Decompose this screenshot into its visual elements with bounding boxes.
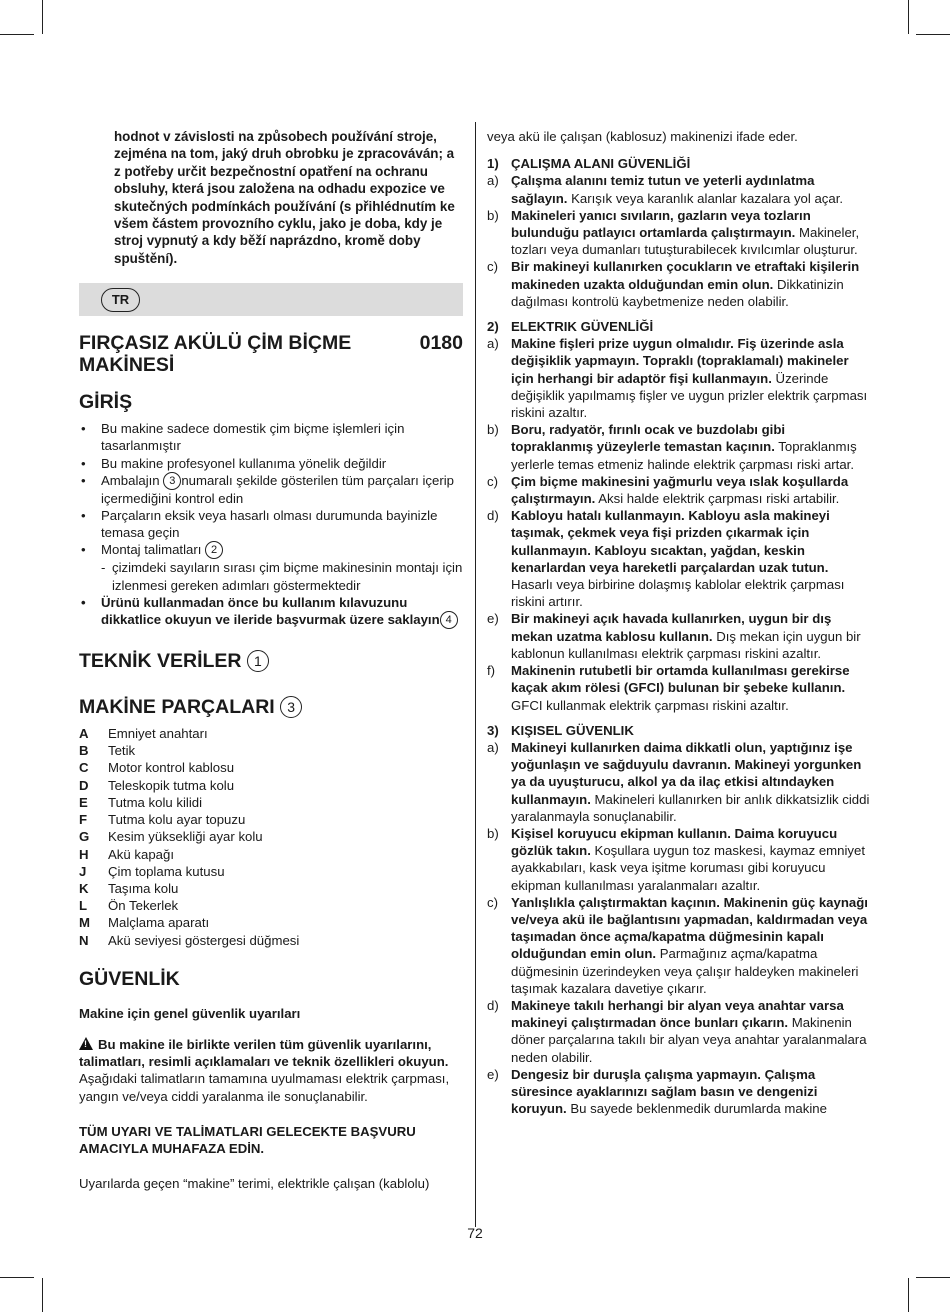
sub-item-text: çizimdeki sayıların sırası çim biçme makinesinin montajı için izlenmesi gereken adımları göstermektedir xyxy=(112,560,463,593)
item-text: Ambalajın xyxy=(101,472,164,488)
part-name: Tetik xyxy=(108,743,136,759)
czech-paragraph: hodnot v závislosti na způsobech používání stroje, zejména na tom, jaký druh obrobku je zpracováván; a z potřeby určit bezpečnostní opatření na ochranu obsluhy, která jsou založena na odhadu expozice ve skutečných podmínkách používání (s přihlédnutím ke všem částem provozního cyklu, jako je doba, kdy je stroj vypnutý a kdy běží naprázdno, kromě doby spuštění). xyxy=(114,129,455,266)
item-letter: c) xyxy=(487,473,498,489)
section-heading xyxy=(487,318,870,335)
parts-list xyxy=(79,725,463,949)
warning-paragraph xyxy=(79,1036,463,1105)
warning-text: Aşağıdaki talimatların tamamına uyulmaması elektrik çarpması, yangın ve/veya ciddi yaralanma ile sonuçlanabilir. xyxy=(79,1071,450,1104)
item-letter: c) xyxy=(487,259,498,275)
sub-item: - çizimdeki sayıların sırası çim biçme makinesinin montajı için izlenmesi gereken adımları göstermektedir xyxy=(101,560,463,593)
part-letter: A xyxy=(79,726,89,742)
safety-item xyxy=(487,894,870,997)
item-bold-text: Bir makineyi kullanırken çocukların ve etraftaki kişilerin makineden uzakta olduğundan emin olun. xyxy=(511,259,860,292)
item-letter: b) xyxy=(487,825,499,841)
safety-item xyxy=(487,662,870,714)
item-body xyxy=(511,894,870,997)
document-title xyxy=(79,332,463,376)
item-body xyxy=(511,473,870,507)
list-item xyxy=(79,541,463,593)
part-letter: F xyxy=(79,812,88,828)
item-body xyxy=(511,507,870,610)
part-letter: B xyxy=(79,743,89,759)
safety-item xyxy=(487,421,870,473)
language-bar xyxy=(79,283,463,316)
item-text: Ürünü kullanmadan önce bu kullanım kılavuzunu dikkatlice okuyun ve ileride başvurmak üzere saklayın xyxy=(101,594,440,628)
item-body xyxy=(511,662,870,714)
item-text: Dış mekan için uygun bir kablonun kullanılması elektrik çarpması riskini azaltır. xyxy=(511,628,861,661)
term-paragraph: Uyarılarda geçen “makine” terimi, elektrikle çalışan (kablolu) xyxy=(79,1176,430,1192)
language-badge: TR xyxy=(101,288,140,312)
item-bold-text: Kabloyu hatalı kullanmayın. Kabloyu asla makineyi taşımak, çekmek veya fişi prizden çıkarmak için kullanmayın. Kabloyu sıcaktan, yağdan, keskin kenarlardan veya hareketli parçalardan uzak tutun. xyxy=(511,508,830,575)
safety-heading: GÜVENLİK xyxy=(79,967,180,990)
page-number: 72 xyxy=(467,1225,483,1241)
part-name: Akü kapağı xyxy=(108,846,174,862)
item-letter: b) xyxy=(487,207,499,223)
item-letter: a) xyxy=(487,173,499,189)
part-name: Tutma kolu kilidi xyxy=(108,794,203,810)
item-bold-text: Bir makineyi açık havada kullanırken, uygun bir dış mekan uzatma kablosu kullanın. xyxy=(511,611,832,644)
item-body xyxy=(511,207,870,259)
safety-subheading: Makine için genel güvenlik uyarıları xyxy=(79,1005,301,1021)
crop-mark xyxy=(42,0,43,34)
item-text: Koşullara uygun toz maskesi, kaymaz emniyet ayakkabıları, kask veya işitme koruması gibi koruyucu ekipman kullanılması yaralanmaları azaltır. xyxy=(511,843,865,893)
safety-item xyxy=(487,825,870,894)
item-bold-text: Makine fişleri prize uygun olmalıdır. Fiş üzerinde asla değişiklik yapmayın. Topraklı (topraklamalı) makineler için herhangi bir adaptör fişi kullanmayın. xyxy=(511,336,849,386)
item-text: Makinenin döner parçalarına takılı bir alyan veya anahtar yaralanmalara neden olabilir. xyxy=(511,1015,867,1065)
item-text: GFCI kullanmak elektrik çarpması riskini azaltır. xyxy=(511,697,789,713)
part-letter: E xyxy=(79,794,88,810)
part-letter: L xyxy=(79,898,88,914)
item-bold-text: Makinenin rutubetli bir ortamda kullanılması gerekirse kaçak akım rölesi (GFCI) bulunan bir şebeke kullanın. xyxy=(511,663,850,696)
section-title: KIŞISEL GÜVENLIK xyxy=(511,722,634,738)
title-text: FIRÇASIZ AKÜLÜ ÇİM BİÇME MAKİNESİ xyxy=(79,332,352,377)
item-text: Parmağınız açma/kapatma düğmesinin üzerindeyken veya çalışır haldeyken makineleri taşımak kazalara davetiye çıkarır. xyxy=(511,946,859,996)
item-bold-text: Çim biçme makinesini yağmurlu veya ıslak koşullarda çalıştırmayın. xyxy=(511,473,849,507)
item-letter: d) xyxy=(487,997,499,1013)
safety-item xyxy=(487,207,870,259)
item-letter: e) xyxy=(487,611,499,627)
item-body xyxy=(511,421,870,473)
warning-glyph: ! xyxy=(84,1038,87,1049)
item-letter: b) xyxy=(487,422,499,438)
figure-ref-3: 3 xyxy=(280,696,302,718)
list-item: • Bu makine sadece domestik çim biçme işlemleri için tasarlanmıştır xyxy=(79,420,463,454)
heading-text: MAKİNE PARÇALARI xyxy=(79,696,275,719)
item-bold-text: Dengesiz bir duruşla çalışma yapmayın. Çalışma süresince ayaklarınızı sağlam basın ve dengenizi koruyun. xyxy=(511,1066,818,1117)
part-name: Kesim yüksekliği ayar kolu xyxy=(108,829,263,845)
list-item xyxy=(79,472,463,507)
item-letter: a) xyxy=(487,336,499,352)
part-name: Çim toplama kutusu xyxy=(108,863,225,879)
part-name: Emniyet anahtarı xyxy=(108,726,208,742)
tech-heading xyxy=(79,649,463,673)
keep-instructions: TÜM UYARI VE TALİMATLARI GELECEKTE BAŞVURU AMACIYLA MUHAFAZA EDİN. xyxy=(79,1123,416,1156)
intro-list xyxy=(79,420,463,629)
right-column xyxy=(487,128,870,1117)
section-title: ÇALIŞMA ALANI GÜVENLİĞİ xyxy=(511,156,691,172)
safety-item xyxy=(487,473,870,507)
crop-mark xyxy=(908,1278,909,1312)
safety-item xyxy=(487,1066,870,1118)
item-letter: e) xyxy=(487,1066,499,1082)
item-body xyxy=(511,335,870,421)
lead-text: veya akü ile çalışan (kablosuz) makinenizi ifade eder. xyxy=(487,129,798,144)
safety-item xyxy=(487,507,870,610)
part-letter: K xyxy=(79,880,89,896)
list-item xyxy=(79,594,463,629)
item-text: Makineler, tozları veya dumanları tutuşturabilecek kıvılcımlar oluşturur. xyxy=(511,225,860,258)
item-text: Dikkatinizin dağılması kontrolü kaybetmenize neden olabilir. xyxy=(511,276,844,309)
item-bold-text: Boru, radyatör, fırınlı ocak ve buzdolabı gibi topraklanmış yüzeylerle temastan kaçının. xyxy=(511,422,786,455)
part-letter: M xyxy=(79,915,90,931)
crop-mark xyxy=(0,34,34,35)
section-heading xyxy=(487,155,870,172)
item-text: Topraklanmış yerlerle temas etmeniz halinde elektrik çarpması riski artar. xyxy=(511,439,857,472)
warning-bold: Bu makine ile birlikte verilen tüm güvenlik uyarılarını, talimatları, resimli açıklamaları ve teknik özellikleri okuyun. xyxy=(79,1036,449,1070)
item-letter: d) xyxy=(487,508,499,524)
item-bold-text: Makineleri yanıcı sıvıların, gazların veya tozların bulunduğu patlayıcı ortamlarda çalıştırmayın. xyxy=(511,207,811,241)
part-name: Akü seviyesi göstergesi düğmesi xyxy=(108,932,300,948)
safety-item xyxy=(487,172,870,206)
item-body xyxy=(511,610,870,662)
section-number: 3) xyxy=(487,722,499,738)
part-letter: J xyxy=(79,863,87,879)
item-body xyxy=(511,739,870,825)
part-name: Taşıma kolu xyxy=(108,880,179,896)
part-name: Malçlama aparatı xyxy=(108,915,210,931)
safety-item xyxy=(487,739,870,825)
part-letter: D xyxy=(79,777,89,793)
crop-mark xyxy=(0,1277,34,1278)
item-body xyxy=(511,172,870,206)
item-body xyxy=(511,997,870,1066)
item-bold-text: Çalışma alanını temiz tutun ve yeterli aydınlatma sağlayın. xyxy=(511,173,815,206)
part-letter: C xyxy=(79,760,89,776)
model-code: 0180 xyxy=(419,332,463,355)
part-name: Ön Tekerlek xyxy=(108,898,179,914)
item-body xyxy=(511,825,870,894)
part-name: Tutma kolu ayar topuzu xyxy=(108,812,246,828)
item-text: Hasarlı veya birbirine dolaşmış kablolar elektrik çarpması riskini artırır. xyxy=(511,577,845,610)
item-letter: f) xyxy=(487,663,496,679)
parts-heading xyxy=(79,695,463,719)
item-text: Montaj talimatları xyxy=(101,542,206,558)
item-body xyxy=(511,1066,870,1118)
list-item: • Bu makine profesyonel kullanıma yönelik değildir xyxy=(79,455,463,472)
safety-item xyxy=(487,258,870,310)
part-name: Teleskopik tutma kolu xyxy=(108,777,235,793)
safety-sections xyxy=(487,155,870,1117)
safety-item xyxy=(487,610,870,662)
crop-mark xyxy=(42,1278,43,1312)
item-text: Karışık veya karanlık alanlar kazalara yol açar. xyxy=(567,190,844,206)
section-number: 2) xyxy=(487,319,499,335)
item-text: Makineleri kullanırken bir anlık dikkatsizlik ciddi yaralanmayla sonuçlanabilir. xyxy=(511,791,870,824)
figure-ref-3: 3 xyxy=(163,472,181,490)
item-text: numaralı şekilde gösterilen tüm parçaları içerip içermediğini kontrol edin xyxy=(101,472,454,506)
part-letter: G xyxy=(79,829,90,845)
column-divider xyxy=(475,122,476,1227)
item-letter: a) xyxy=(487,739,499,755)
part-letter: H xyxy=(79,846,89,862)
section-heading xyxy=(487,722,870,739)
part-name: Motor kontrol kablosu xyxy=(108,760,235,776)
item-bold-text: Kişisel koruyucu ekipman kullanın. Daima koruyucu gözlük takın. xyxy=(511,825,838,859)
intro-heading: GİRİŞ xyxy=(79,391,133,414)
item-bold-text: Makineye takılı herhangi bir alyan veya anahtar varsa makineyi çalıştırmadan önce bunları çıkarın. xyxy=(511,997,844,1031)
item-bold-text: Yanlışlıkla çalıştırmaktan kaçının. Makinenin güç kaynağı ve/veya akü ile bağlantısını yapmadan, kaldırmadan veya taşımadan önce açma/kapatma düğmesinin kapalı olduğundan emin olun. xyxy=(511,894,868,962)
left-column xyxy=(79,128,463,1192)
heading-text: TEKNİK VERİLER xyxy=(79,650,242,673)
figure-ref-2: 2 xyxy=(205,541,223,559)
item-text: Bu sayede beklenmedik durumlarda makine xyxy=(566,1101,827,1117)
item-bold-text: Makineyi kullanırken daima dikkatli olun, yaptığınız işe yoğunlaşın ve sağduyulu davranın. Makineyi yorgunken ya da uyuşturucu, alkol ya da ilaç etkisi altındayken kullanmayın. xyxy=(511,739,862,807)
section-title: ELEKTRIK GÜVENLİĞİ xyxy=(511,319,654,335)
section-number: 1) xyxy=(487,156,499,172)
figure-ref-1: 1 xyxy=(247,650,269,672)
crop-mark xyxy=(916,34,950,35)
crop-mark xyxy=(908,0,909,34)
safety-item xyxy=(487,335,870,421)
item-text: Aksi halde elektrik çarpması riski artabilir. xyxy=(595,491,840,507)
item-body xyxy=(511,258,870,310)
item-letter: c) xyxy=(487,894,498,910)
part-letter: N xyxy=(79,932,89,948)
item-text: Üzerinde değişiklik yapılmamış fişler ve uygun prizler elektrik çarpması riskini azaltır. xyxy=(511,370,868,421)
crop-mark xyxy=(916,1277,950,1278)
safety-item xyxy=(487,997,870,1066)
list-item: • Parçaların eksik veya hasarlı olması durumunda bayinizle temasa geçin xyxy=(79,507,463,541)
figure-ref-4: 4 xyxy=(440,611,458,629)
warning-icon xyxy=(79,1037,93,1050)
